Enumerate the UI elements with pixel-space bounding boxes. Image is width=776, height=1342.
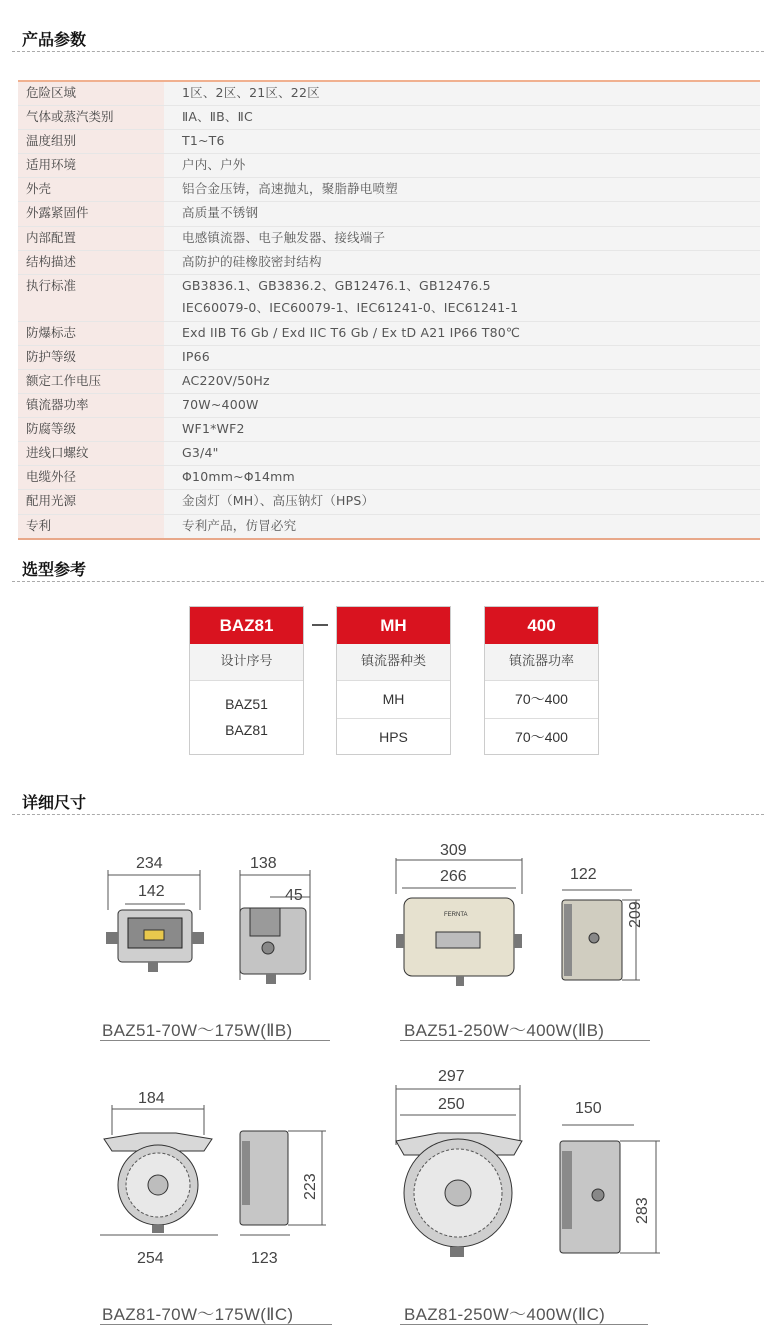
selection-value: BAZ81 — [225, 722, 268, 738]
drawing-caption: BAZ81-250W～400W(ⅡC) — [404, 1305, 606, 1324]
param-value-text: IEC60079-0、IEC60079-1、IEC61241-0、IEC61241-1 — [182, 299, 519, 315]
drawing-caption: BAZ51-250W～400W(ⅡB) — [404, 1021, 605, 1040]
params-row — [18, 130, 760, 154]
params-row — [18, 442, 760, 466]
param-key: 温度组别 — [18, 130, 164, 153]
selection-value: MH — [337, 681, 450, 719]
front-view-drawing — [100, 1105, 330, 1245]
dimension-label: 254 — [137, 1250, 164, 1267]
dimension-label: 250 — [438, 1096, 465, 1113]
param-key: 内部配置 — [18, 227, 164, 250]
selection-subhead: 镇流器种类 — [337, 644, 450, 681]
params-row — [18, 82, 760, 106]
dimensions-section-title: 详细尺寸 — [22, 793, 87, 812]
param-value — [164, 178, 760, 201]
param-value — [164, 275, 760, 321]
param-value-text: 70W~400W — [182, 397, 259, 413]
params-row — [18, 515, 760, 540]
param-value — [164, 322, 760, 345]
params-row — [18, 275, 760, 322]
selection-value: 70～400 — [515, 729, 568, 745]
param-value-text: Exd IIB T6 Gb / Exd IIC T6 Gb / Ex tD A21 IP66 T80℃ — [182, 324, 521, 340]
selection-subhead: 镇流器功率 — [485, 644, 598, 681]
params-row — [18, 154, 760, 178]
section-divider — [12, 814, 764, 815]
param-value — [164, 442, 760, 465]
dimension-label: 297 — [438, 1068, 465, 1085]
params-row — [18, 322, 760, 346]
param-key: 电缆外径 — [18, 466, 164, 489]
param-value — [164, 370, 760, 393]
param-value — [164, 490, 760, 513]
selection-value: 70～400 — [485, 681, 598, 719]
param-key: 专利 — [18, 515, 164, 538]
param-value-text: 专利产品，仿冒必究 — [182, 517, 297, 533]
param-key: 执行标准 — [18, 275, 164, 321]
param-value — [164, 202, 760, 225]
selection-box-series — [189, 606, 304, 755]
selection-head: 400 — [485, 607, 598, 644]
param-value-text: 金卤灯（MH）、高压钠灯（HPS） — [182, 493, 375, 509]
param-value-text: WF1*WF2 — [182, 421, 245, 437]
param-value-text: 高质量不锈钢 — [182, 205, 259, 221]
dimension-label: 184 — [138, 1090, 165, 1107]
param-key: 结构描述 — [18, 251, 164, 274]
param-key: 外壳 — [18, 178, 164, 201]
param-value-text: G3/4" — [182, 445, 219, 461]
param-value — [164, 130, 760, 153]
params-row — [18, 418, 760, 442]
param-key: 防爆标志 — [18, 322, 164, 345]
selection-value: HPS — [379, 729, 408, 745]
selection-box-ballast-power — [484, 606, 599, 755]
params-row — [18, 346, 760, 370]
selection-head: MH — [337, 607, 450, 644]
param-key: 镇流器功率 — [18, 394, 164, 417]
param-value-text: 1区、2区、21区、22区 — [182, 85, 320, 100]
param-value — [164, 466, 760, 489]
param-value-text: GB3836.1、GB3836.2、GB12476.1、GB12476.5 — [182, 277, 491, 293]
param-value-text: 铝合金压铸，高速抛丸，聚脂静电喷塑 — [182, 181, 398, 197]
dimension-label: 266 — [440, 868, 467, 885]
dimension-label: 142 — [138, 883, 165, 900]
params-row — [18, 466, 760, 490]
param-key: 危险区域 — [18, 82, 164, 105]
param-value — [164, 154, 760, 177]
param-value — [164, 515, 760, 538]
front-view-drawing — [390, 858, 660, 988]
dimension-label: 123 — [251, 1250, 278, 1267]
selection-separator — [312, 624, 328, 626]
dimension-label: 150 — [575, 1100, 602, 1117]
param-value — [164, 418, 760, 441]
params-row — [18, 490, 760, 514]
param-value-text: IP66 — [182, 348, 210, 364]
dimension-label: 283 — [634, 1197, 651, 1224]
param-value — [164, 251, 760, 274]
section-divider — [12, 581, 764, 582]
param-value — [164, 82, 760, 105]
param-value-text: ⅡA、ⅡB、ⅡC — [182, 109, 253, 125]
param-value-text: 户内、户外 — [182, 157, 246, 173]
params-row — [18, 251, 760, 275]
param-key: 进线口螺纹 — [18, 442, 164, 465]
params-row — [18, 178, 760, 202]
dimension-label: 122 — [570, 866, 597, 883]
drawing-caption: BAZ51-70W～175W(ⅡB) — [102, 1021, 293, 1040]
params-row — [18, 370, 760, 394]
selection-head: BAZ81 — [190, 607, 303, 644]
param-key: 外露紧固件 — [18, 202, 164, 225]
param-value-text: 高防护的硅橡胶密封结构 — [182, 253, 322, 269]
caption-underline — [400, 1040, 650, 1041]
front-view-drawing — [390, 1085, 670, 1265]
params-row — [18, 202, 760, 226]
dimension-label: 234 — [136, 855, 163, 872]
front-view-drawing — [100, 870, 320, 990]
dimension-label: 45 — [285, 887, 303, 904]
params-row — [18, 106, 760, 130]
dimension-label: 309 — [440, 842, 467, 859]
param-key: 防腐等级 — [18, 418, 164, 441]
selection-subhead: 设计序号 — [190, 644, 303, 681]
param-value-text: Φ10mm~Φ14mm — [182, 469, 295, 485]
caption-underline — [100, 1040, 330, 1041]
param-value-text: 电感镇流器、电子触发器、接线端子 — [182, 229, 386, 245]
param-value-text: T1~T6 — [182, 133, 225, 149]
param-value — [164, 227, 760, 250]
param-key: 额定工作电压 — [18, 370, 164, 393]
section-divider — [12, 51, 764, 52]
params-row — [18, 394, 760, 418]
params-table — [18, 80, 760, 540]
caption-underline — [100, 1324, 332, 1325]
param-value — [164, 106, 760, 129]
param-value — [164, 346, 760, 369]
selection-section-title: 选型参考 — [22, 560, 87, 579]
param-key: 适用环境 — [18, 154, 164, 177]
param-key: 防护等级 — [18, 346, 164, 369]
nameplate-text: FERNTA — [444, 912, 468, 918]
params-section-title: 产品参数 — [22, 30, 87, 49]
param-key: 气体或蒸汽类别 — [18, 106, 164, 129]
dimension-label: 223 — [302, 1173, 319, 1200]
drawing-caption: BAZ81-70W～175W(ⅡC) — [102, 1305, 294, 1324]
params-row — [18, 227, 760, 251]
caption-underline — [400, 1324, 648, 1325]
dimension-label: 209 — [627, 901, 644, 928]
selection-value: BAZ51 — [225, 696, 268, 712]
dimension-label: 138 — [250, 855, 277, 872]
param-value-text: AC220V/50Hz — [182, 372, 270, 388]
selection-box-ballast-type — [336, 606, 451, 755]
param-value — [164, 394, 760, 417]
param-key: 配用光源 — [18, 490, 164, 513]
